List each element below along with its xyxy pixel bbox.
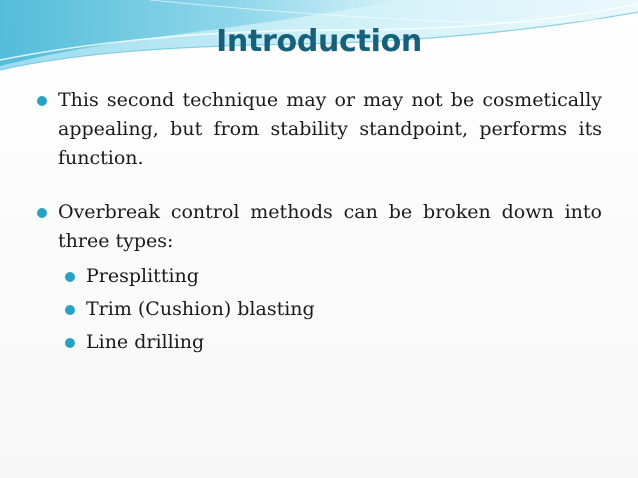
bullet-item [38,86,602,173]
sub-bullet-item [66,326,602,359]
sub-bullet-text: Presplitting [86,265,199,287]
bullet-icon [37,96,47,106]
bullet-icon [65,272,75,282]
bullet-text: This second technique may or may not be cosmetically appealing, but from stability standpoint, performs its function. [58,89,602,169]
sub-bullet-list [38,260,602,359]
bullet-text: Overbreak control methods can be broken down into three types: [58,201,602,252]
sub-bullet-item [66,293,602,326]
bullet-list [38,86,602,359]
sub-bullet-item [66,260,602,293]
sub-bullet-text: Line drilling [86,331,205,353]
bullet-icon [65,338,75,348]
bullet-icon [37,208,47,218]
bullet-icon [65,305,75,315]
slide-title: Introduction [216,24,422,59]
bullet-item [38,198,602,256]
sub-bullet-text: Trim (Cushion) blasting [86,298,315,320]
